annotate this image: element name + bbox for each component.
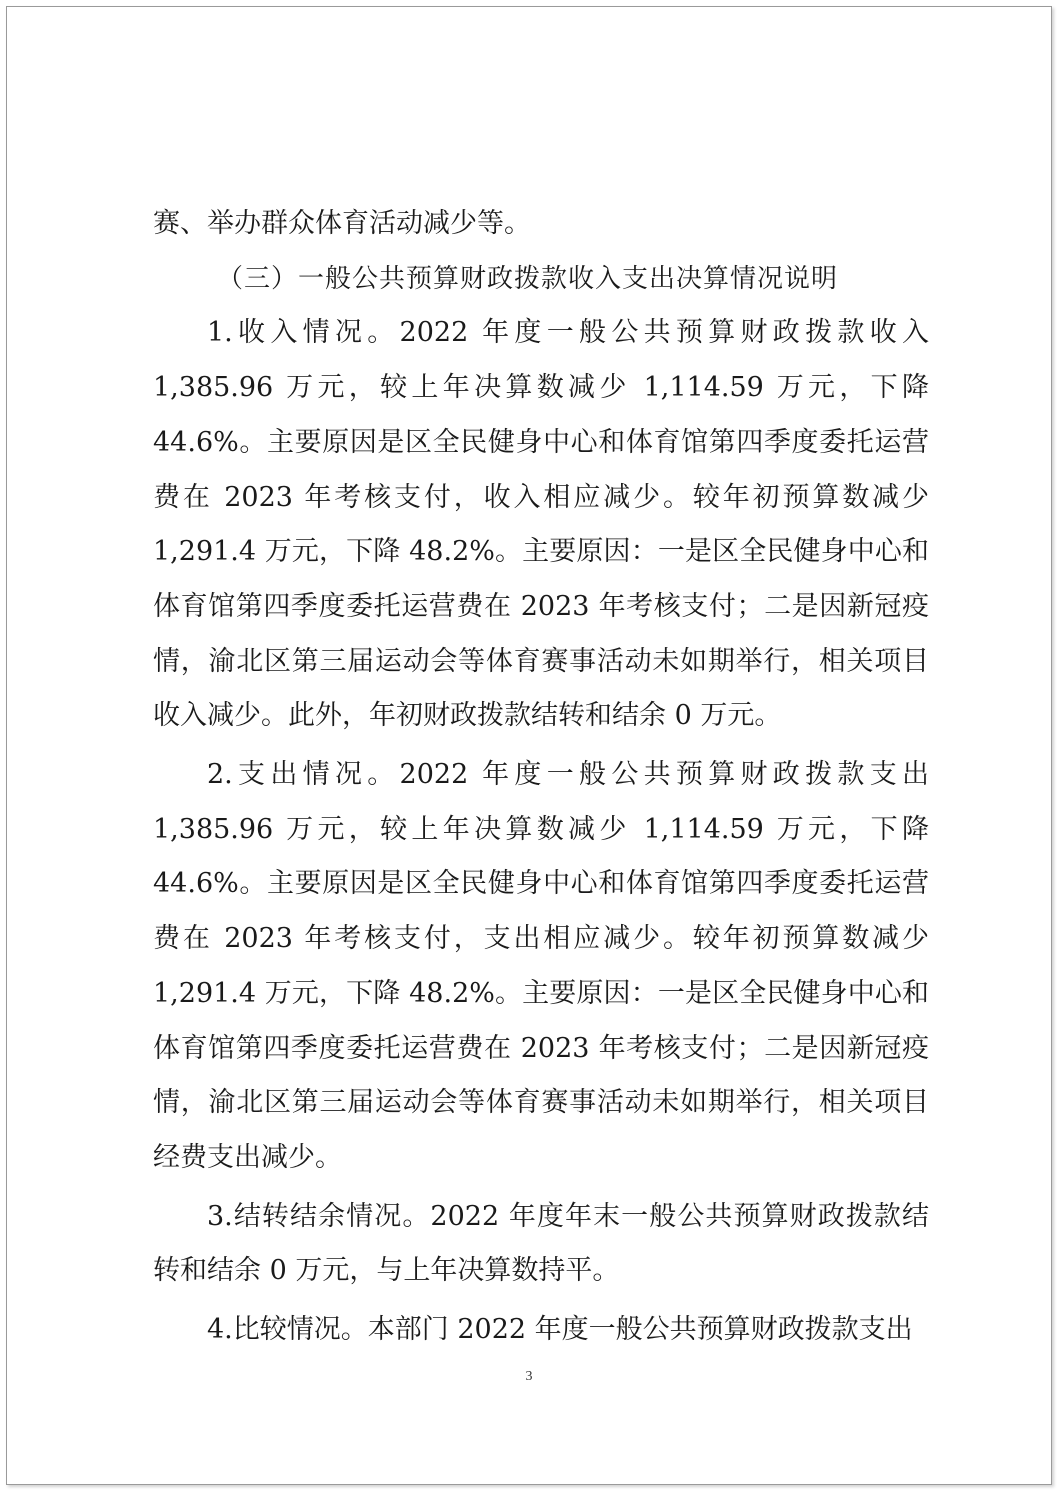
- expenditure-paragraph: 2.支出情况。2022 年度一般公共预算财政拨款支出 1,385.96 万元，较上年决算数减少 1,114.59 万元，下降 44.6%。主要原因是区全民健身中心和体育馆第四季度委托运营费在 2023 年考核支付，支出相应减少。较年初预算数减少 1,291.4 万元，下降 48.2%。主要原因：一是区全民健身中心和体育馆第四季度委托运营费在 2023 年考核支付；二是因新冠疫情，渝北区第三届运动会等体育赛事活动未如期举行，相关项目经费支出减少。: [153, 759, 929, 1173]
- income-paragraph: 1.收入情况。2022 年度一般公共预算财政拨款收入 1,385.96 万元，较上年决算数减少 1,114.59 万元，下降 44.6%。主要原因是区全民健身中心和体育馆第四季度委托运营费在 2023 年考核支付，收入相应减少。较年初预算数减少 1,291.4 万元，下降 48.2%。主要原因：一是区全民健身中心和体育馆第四季度委托运营费在 2023 年考核支付；二是因新冠疫情，渝北区第三届运动会等体育赛事活动未如期举行，相关项目收入减少。此外，年初财政拨款结转和结余 0 万元。: [153, 317, 929, 732]
- page-number: 3: [525, 1369, 533, 1384]
- section-heading: （三）一般公共预算财政拨款收入支出决算情况说明: [217, 263, 839, 294]
- document-body: [153, 197, 929, 1358]
- comparison-paragraph: 4.比较情况。本部门 2022 年度一般公共预算财政拨款支出: [207, 1314, 913, 1346]
- carryover-paragraph: 3.结转结余情况。2022 年度年末一般公共预算财政拨款结转和结余 0 万元，与上年决算数持平。: [153, 1200, 929, 1287]
- document-page: [6, 6, 1052, 1485]
- continuation-paragraph: 赛、举办群众体育活动减少等。: [153, 208, 531, 239]
